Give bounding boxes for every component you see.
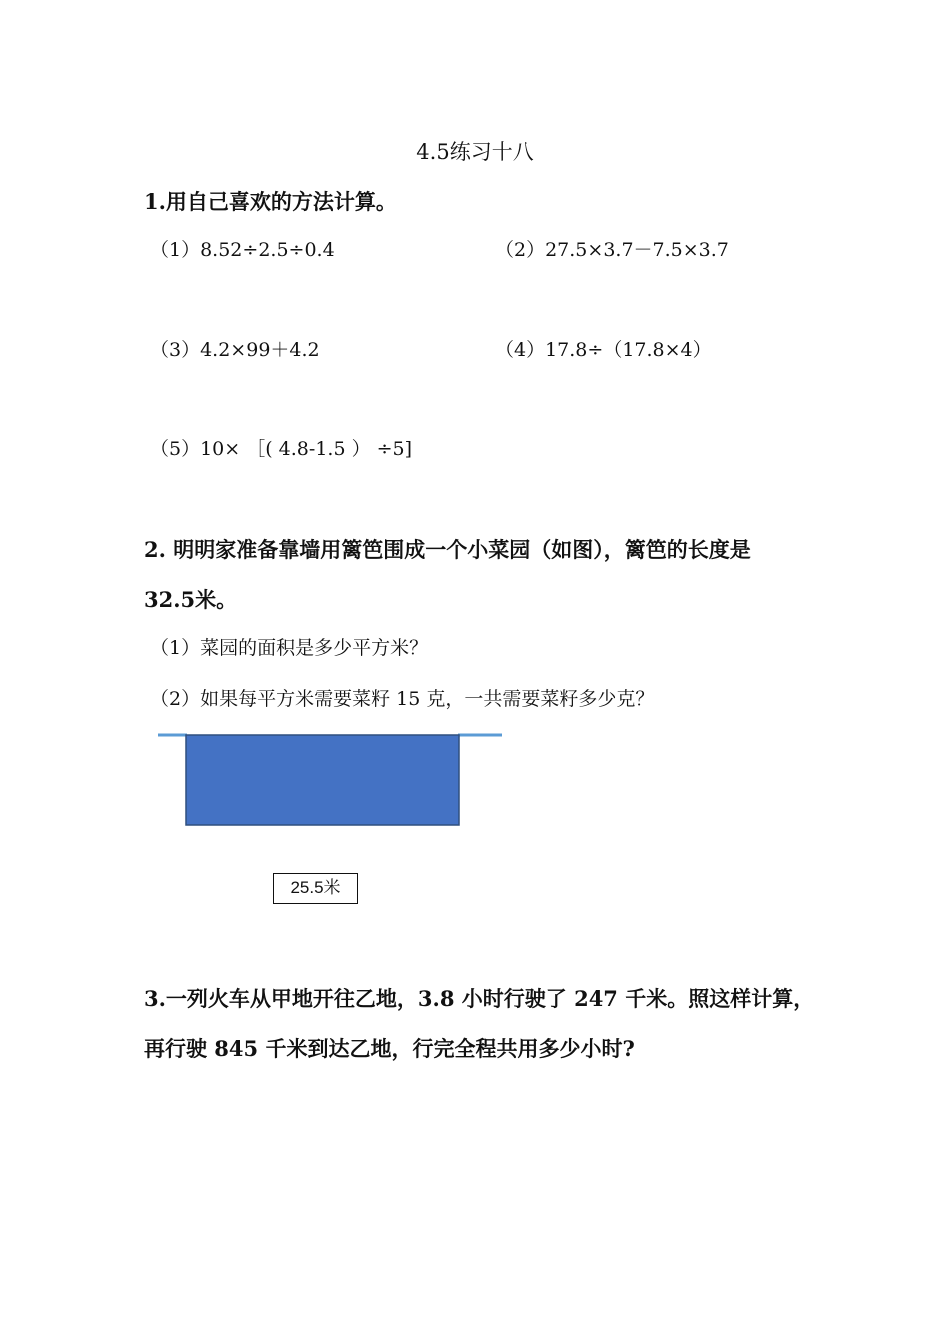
question-1-item-4: （4）17.8÷（17.8×4）	[495, 339, 712, 361]
question-2-heading-line-2: 32.5米。	[144, 587, 238, 612]
question-3-line-2: 再行驶 845 千米到达乙地，行完全程共用多少小时?	[144, 1036, 635, 1061]
garden-figure	[155, 728, 505, 908]
question-2-heading-line-1: 2. 明明家准备靠墙用篱笆围成一个小菜园（如图），篱笆的长度是	[144, 537, 751, 562]
garden-length-label: 25.5米	[273, 873, 358, 904]
question-1-item-2: （2）27.5×3.7－7.5×3.7	[495, 239, 729, 261]
question-2-sub-2: （2）如果每平方米需要菜籽 15 克，一共需要菜籽多少克？	[150, 688, 655, 710]
question-2-sub-1: （1）菜园的面积是多少平方米？	[150, 637, 429, 659]
question-1-item-1: （1）8.52÷2.5÷0.4	[150, 239, 335, 261]
garden-rectangle	[186, 735, 459, 825]
page-title: 4.5练习十八	[416, 140, 534, 164]
question-1-item-3: （3）4.2×99＋4.2	[150, 339, 320, 361]
garden-diagram	[155, 728, 505, 858]
question-3-line-1: 3.一列火车从甲地开往乙地，3.8 小时行驶了 247 千米。照这样计算，	[144, 986, 815, 1011]
question-1-heading: 1.用自己喜欢的方法计算。	[144, 189, 397, 214]
question-1-item-5: （5）10× ［( 4.8-1.5 ） ÷5]	[150, 438, 413, 460]
